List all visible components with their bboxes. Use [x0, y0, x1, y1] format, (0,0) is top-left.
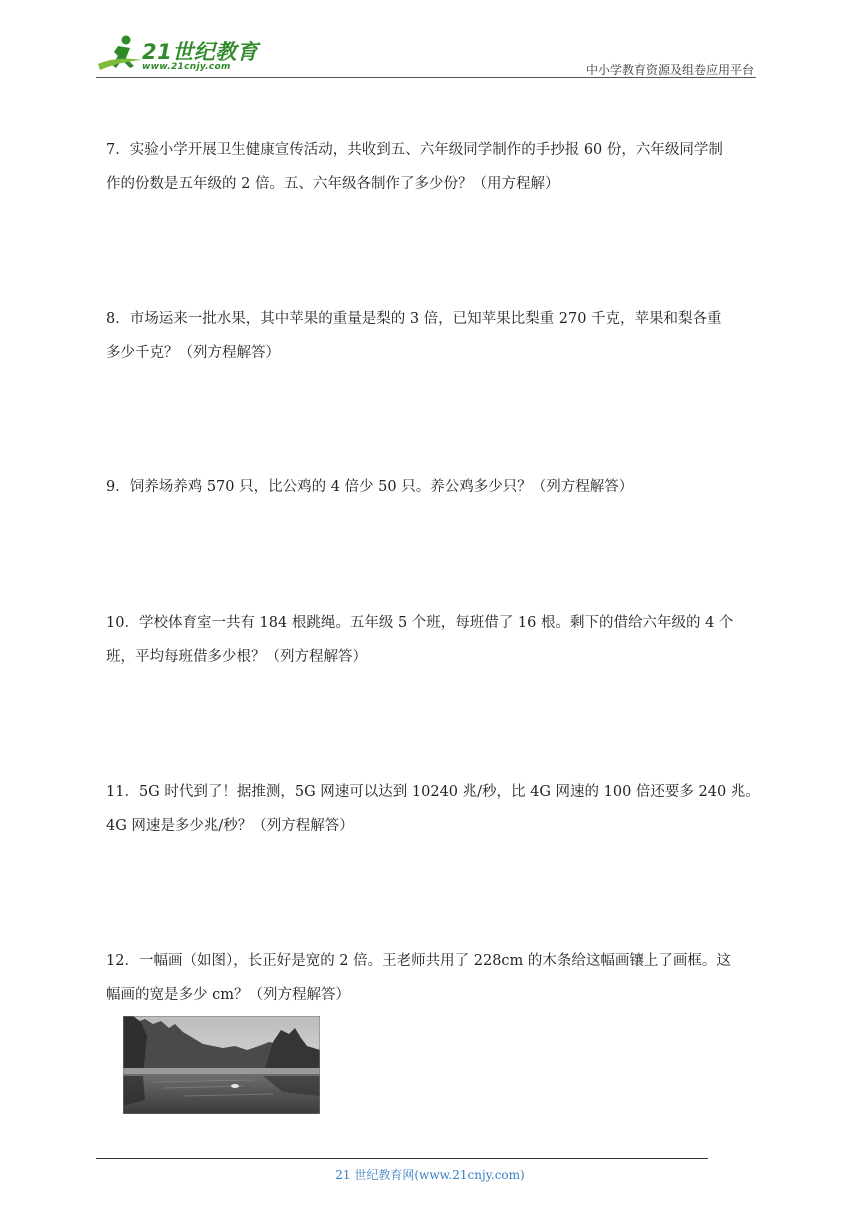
header-tagline: 中小学教育资源及组卷应用平台 [585, 63, 754, 77]
question-line: 作的份数是五年级的 2 倍。五、六年级各制作了多少份？（用方程解） [106, 176, 560, 192]
question-line: 10．学校体育室一共有 184 根跳绳。五年级 5 个班，每班借了 16 根。剩下的借给六年级的 4 个 [106, 615, 734, 631]
question-line: 班，平均每班借多少根？（列方程解答） [106, 649, 367, 665]
runner-logo-icon [96, 34, 144, 76]
question-line: 11．5G 时代到了！据推测，5G 网速可以达到 10240 兆/秒，比 4G 网速的 100 倍还要多 240 兆。 [106, 784, 760, 800]
question-8 [106, 302, 766, 370]
question-line: 多少千克？（列方程解答） [106, 345, 280, 361]
question-line: 7．实验小学开展卫生健康宣传活动，共收到五、六年级同学制作的手抄报 60 份，六年级同学制 [106, 142, 723, 158]
question-line: 9．饲养场养鸡 570 只，比公鸡的 4 倍少 50 只。养公鸡多少只？（列方程解答） [106, 479, 634, 495]
question-11 [106, 775, 766, 843]
logo-url: www.21cnjy.com [142, 62, 231, 72]
question-9 [106, 470, 766, 504]
site-logo[interactable] [96, 34, 266, 78]
question-line: 8．市场运来一批水果，其中苹果的重量是梨的 3 倍，已知苹果比梨重 270 千克，苹果和梨各重 [106, 311, 722, 327]
question-7 [106, 133, 766, 201]
logo-text: 21世纪教育 [142, 40, 259, 64]
question-line: 幅画的宽是多少 cm？（列方程解答） [106, 987, 350, 1003]
question-10 [106, 606, 766, 674]
question-line: 12．一幅画（如图），长正好是宽的 2 倍。王老师共用了 228cm 的木条给这幅画镶上了画框。这 [106, 953, 731, 969]
question-line: 4G 网速是多少兆/秒？（列方程解答） [106, 818, 354, 834]
header-divider [96, 77, 756, 78]
painting-image [123, 1016, 320, 1114]
page-header [0, 0, 860, 90]
question-12 [106, 944, 766, 1012]
footer-divider [96, 1158, 708, 1159]
footer-text[interactable]: 21 世纪教育网(www.21cnjy.com) [335, 1168, 525, 1182]
